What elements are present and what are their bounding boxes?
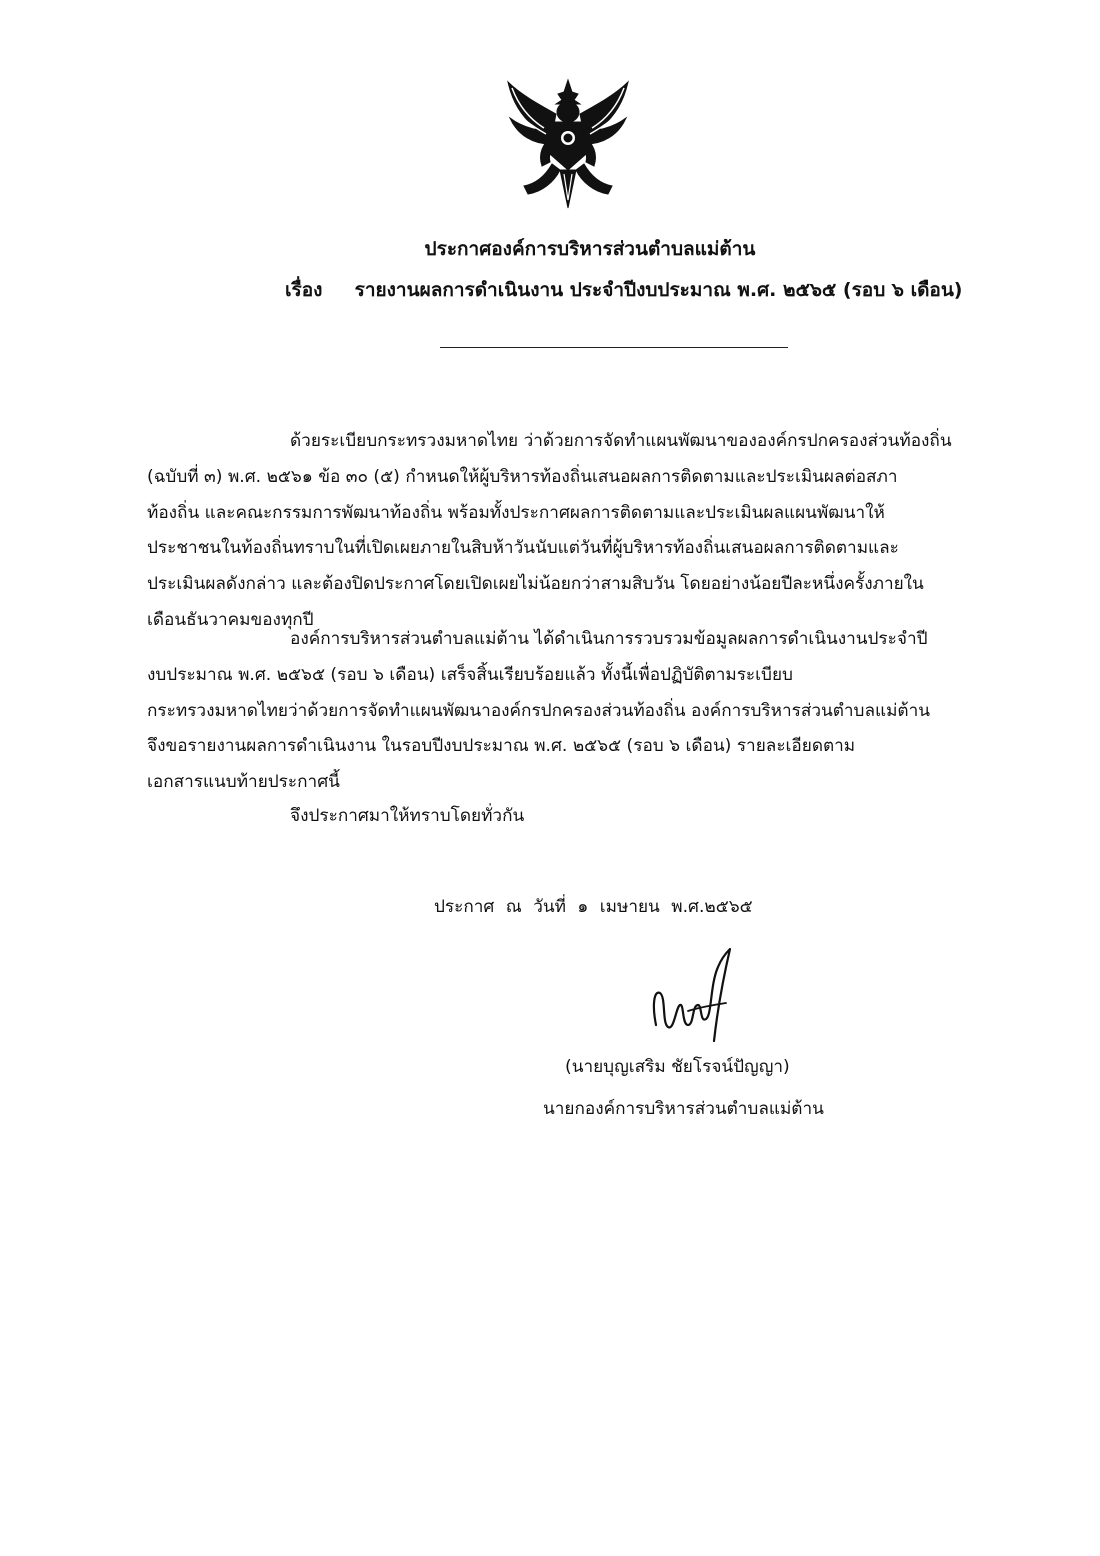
paragraph-line: เอกสารแนบท้ายประกาศนี้	[147, 772, 340, 793]
paragraph-line: ประเมินผลดังกล่าว และต้องปิดประกาศโดยเปิดเผยไม่น้อยกว่าสามสิบวัน โดยอย่างน้อยปีละหนึ่งครั้งภายใน	[147, 574, 924, 595]
signer-position: นายกองค์การบริหารส่วนตำบลแม่ต้าน	[543, 1099, 824, 1119]
subject-line	[285, 275, 963, 305]
subject-text: รายงานผลการดำเนินงาน ประจำปีงบประมาณ พ.ศ. ๒๕๖๕ (รอบ ๖ เดือน)	[354, 279, 963, 301]
paragraph-line: (ฉบับที่ ๓) พ.ศ. ๒๕๖๑ ข้อ ๓๐ (๕) กำหนดให้ผู้บริหารท้องถิ่นเสนอผลการติดตามและประเมินผลต่อสภา	[147, 466, 898, 487]
paragraph-line: กระทรวงมหาดไทยว่าด้วยการจัดทำแผนพัฒนาองค์กรปกครองส่วนท้องถิ่น องค์การบริหารส่วนตำบลแม่ต้าน	[147, 700, 930, 721]
title-divider	[440, 347, 788, 348]
signature-icon	[648, 945, 738, 1045]
paragraph-line: ประชาชนในท้องถิ่นทราบในที่เปิดเผยภายในสิบห้าวันนับแต่วันที่ผู้บริหารท้องถิ่นเสนอผลการติดตามและ	[147, 538, 899, 559]
signer-name: (นายบุญเสริม ชัยโรจน์ปัญญา)	[565, 1057, 790, 1077]
paragraph-line: เดือนธันวาคมของทุกปี	[147, 609, 314, 630]
paragraph-line: จึงขอรายงานผลการดำเนินงาน ในรอบปีงบประมาณ พ.ศ. ๒๕๖๕ (รอบ ๖ เดือน) รายละเอียดตาม	[147, 736, 856, 757]
announcement-date: ประกาศ ณ วันที่ ๑ เมษายน พ.ศ.๒๕๖๕	[434, 897, 753, 917]
paragraph-line: ท้องถิ่น และคณะกรรมการพัฒนาท้องถิ่น พร้อมทั้งประกาศผลการติดตามและประเมินผลแผนพัฒนาให้	[147, 502, 885, 523]
body-paragraph-1	[147, 424, 1027, 639]
subject-label: เรื่อง	[285, 279, 323, 301]
garuda-emblem-icon	[498, 74, 638, 214]
paragraph-line: ด้วยระเบียบกระทรวงมหาดไทย ว่าด้วยการจัดทำแผนพัฒนาขององค์กรปกครองส่วนท้องถิ่น	[290, 431, 952, 451]
closing-statement: จึงประกาศมาให้ทราบโดยทั่วกัน	[290, 806, 525, 826]
announcement-title: ประกาศองค์การบริหารส่วนตำบลแม่ต้าน	[424, 238, 756, 260]
body-paragraph-2	[147, 622, 1027, 801]
paragraph-line: องค์การบริหารส่วนตำบลแม่ต้าน ได้ดำเนินการรวบรวมข้อมูลผลการดำเนินงานประจำปี	[290, 629, 928, 649]
paragraph-line: งบประมาณ พ.ศ. ๒๕๖๕ (รอบ ๖ เดือน) เสร็จสิ้นเรียบร้อยแล้ว ทั้งนี้เพื่อปฏิบัติตามระเบียบ	[147, 664, 793, 685]
